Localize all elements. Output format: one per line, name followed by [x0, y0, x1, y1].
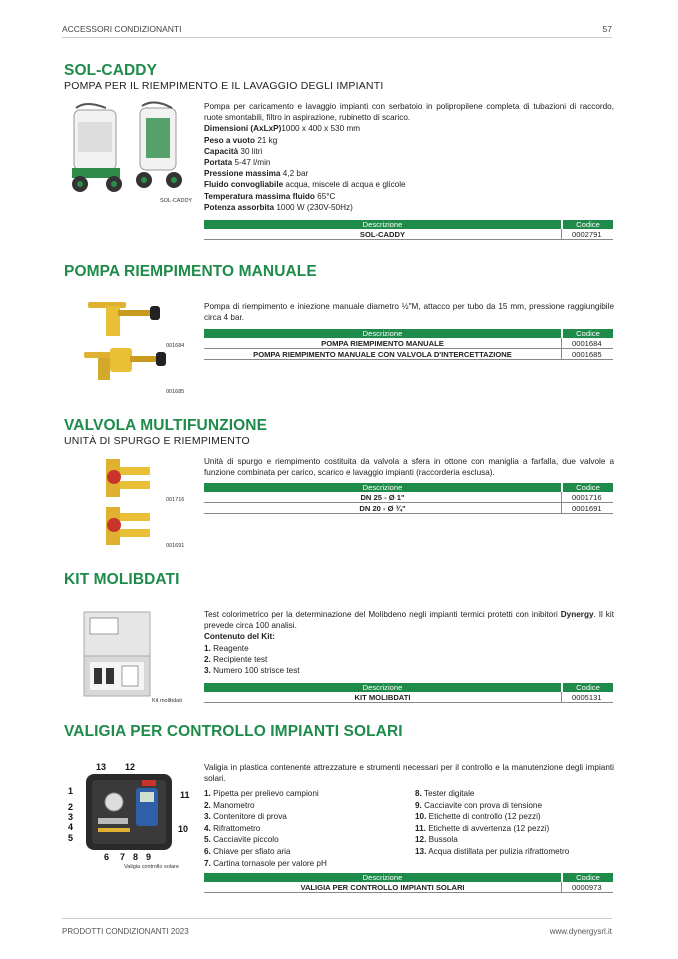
list-item-key: 3. [204, 666, 211, 676]
pompa-image [80, 300, 170, 390]
list-item [204, 823, 404, 835]
code-header: Codice [561, 873, 613, 882]
valigia-image [84, 772, 174, 852]
list-item [204, 846, 404, 858]
list-item-key: 7. [204, 858, 211, 868]
pompa-title: POMPA RIEMPIMENTO MANUALE [64, 263, 317, 280]
label-13: 13 [96, 762, 107, 772]
list-item-value: Numero 100 strisce test [210, 666, 300, 676]
solcaddy-subtitle: POMPA PER IL RIEMPIMENTO E IL LAVAGGIO DEGLI IMPIANTI [64, 80, 384, 92]
valvola-caption-1: 001716 [166, 497, 185, 503]
row-code: 0001716 [561, 492, 613, 502]
row-desc: SOL-CADDY [359, 230, 406, 239]
list-item [204, 834, 404, 846]
kit-description [204, 609, 614, 676]
valigia-items-left [204, 788, 404, 869]
row-desc: DN 25 - Ø 1" [360, 493, 405, 502]
pompa-table [204, 329, 613, 360]
list-item-value: Reagente [210, 643, 249, 653]
solcaddy-table [204, 220, 613, 240]
code-header: Codice [561, 329, 613, 338]
spec-row [204, 135, 614, 146]
list-item-value: Chiave per sfiato aria [210, 846, 291, 856]
solcaddy-intro: Pompa per caricamento e lavaggio impianti con serbatoio in polipropilene completa di tubazioni di raccordo, ruote smontabili, filtro in aspirazione, rubinetto di scarico. [204, 102, 614, 123]
table-header [204, 873, 613, 882]
list-item [204, 643, 614, 654]
list-item-value: Tester digitale [421, 789, 475, 798]
code-header: Codice [561, 483, 613, 492]
kit-intro [204, 609, 614, 631]
list-item [204, 665, 614, 676]
spec-row-value: 4,2 bar [280, 169, 309, 179]
list-item-value: Etichette di avvertenza (12 pezzi) [425, 823, 550, 833]
row-code: 0000973 [561, 882, 613, 892]
code-header: Codice [561, 220, 613, 229]
label-9: 9 [146, 852, 152, 862]
list-item-key: 2. [204, 654, 211, 664]
kit-caption: Kit molibdati [152, 698, 182, 704]
row-desc: POMPA RIEMPIMENTO MANUALE CON VALVOLA D'INTERCETTAZIONE [253, 350, 512, 359]
table-header [204, 683, 613, 692]
list-item [204, 858, 404, 870]
valvola-caption-2: 001691 [166, 543, 185, 549]
pompa-description: Pompa di riempimento e iniezione manuale diametro ½"M, attacco per tubo da 15 mm, pressione raggiungibile circa 4 bar. [204, 302, 614, 323]
kit-intro-a: Test colorimetrico per la determinazione del Molibdeno negli impianti termici protetti con inibitori [204, 610, 561, 619]
spec-row-value: 30 litri [238, 146, 263, 156]
kit-intro-b: . Il kit prevede circa 100 analisi. [204, 610, 614, 631]
list-item-value: Pipetta per prelievo campioni [210, 789, 319, 798]
pompa-caption-1: 001684 [166, 343, 185, 349]
spec-row [204, 179, 614, 190]
valvola-subtitle: UNITÀ DI SPURGO E RIEMPIMENTO [64, 435, 250, 447]
label-4: 4 [68, 822, 74, 832]
list-item-value: Rifrattometro [210, 823, 261, 833]
valigia-items-right [415, 788, 615, 858]
spec-row-key: Temperatura massima fluido [204, 191, 315, 201]
list-item [415, 846, 615, 858]
kit-content-label: Contenuto del Kit: [204, 632, 275, 642]
table-row [204, 492, 613, 503]
spec-row-key: Capacità [204, 146, 239, 156]
spec-row-value: 5-47 l/min [232, 158, 271, 168]
spec-row-value: 65°C [314, 191, 336, 201]
code-header: Codice [561, 683, 613, 692]
valvola-description: Unità di spurgo e riempimento costituita da valvola a sfera in ottone con maniglia a farfalla, due valvole a funzione combinata per carico, scarico e lavaggio impianti (raccorderia esclusa). [204, 457, 614, 478]
list-item [415, 834, 615, 846]
spec-row-key: Pressione massima [204, 169, 281, 179]
spec-row-key: Portata [204, 158, 233, 168]
label-8: 8 [133, 852, 139, 862]
spec-row-key: Potenza assorbita [204, 202, 275, 212]
spec-row-value: 1000 x 400 x 530 mm [281, 124, 361, 134]
desc-header: Descrizione [362, 873, 403, 882]
row-code: 0001691 [561, 503, 613, 513]
spec-row [204, 168, 614, 179]
list-item-key: 3. [204, 812, 211, 822]
solcaddy-caption: SOL-CADDY [160, 198, 193, 204]
header-section-label: ACCESSORI CONDIZIONANTI [62, 24, 182, 34]
row-code: 0002791 [561, 229, 613, 239]
table-header [204, 329, 613, 338]
list-item-key: 8. [415, 789, 422, 798]
row-code: 0001685 [561, 349, 613, 359]
list-item-value: Cacciavite con prova di tensione [421, 800, 542, 810]
list-item-value: Etichette di controllo (12 pezzi) [426, 812, 541, 822]
list-item [204, 800, 404, 812]
desc-header: Descrizione [362, 683, 403, 692]
valigia-description: Valigia in plastica contenente attrezzature e strumenti necessari per il controllo e la manutenzione degli impianti solari. [204, 763, 614, 784]
list-item-key: 5. [204, 835, 211, 845]
label-5: 5 [68, 833, 74, 843]
spec-row [204, 146, 614, 157]
list-item-value: Bussola [426, 835, 458, 845]
table-header [204, 220, 613, 229]
row-desc: VALIGIA PER CONTROLLO IMPIANTI SOLARI [300, 883, 465, 892]
solcaddy-description [204, 101, 614, 213]
kit-table [204, 683, 613, 703]
list-item [415, 811, 615, 823]
list-item-key: 9. [415, 800, 422, 810]
desc-header: Descrizione [362, 483, 403, 492]
spec-row-key: Fluido convogliabile [204, 180, 284, 190]
row-code: 0005131 [561, 692, 613, 702]
spec-row-value: 1000 W (230V-50Hz) [274, 202, 353, 212]
solcaddy-title: SOL-CADDY [64, 62, 158, 79]
page-header [62, 24, 612, 38]
list-item-key: 4. [204, 823, 211, 833]
list-item-key: 6. [204, 846, 211, 856]
valigia-title: VALIGIA PER CONTROLLO IMPIANTI SOLARI [64, 723, 403, 740]
list-item-key: 11. [415, 823, 426, 833]
list-item [204, 811, 404, 823]
list-item-key: 1. [204, 789, 211, 798]
spec-row [204, 123, 614, 134]
label-3: 3 [68, 812, 74, 822]
label-12: 12 [125, 762, 136, 772]
list-item [415, 800, 615, 812]
list-item-value: Recipiente test [210, 654, 268, 664]
desc-header: Descrizione [362, 329, 403, 338]
table-row [204, 882, 613, 893]
list-item [415, 788, 615, 800]
table-row [204, 503, 613, 514]
list-item-key: 1. [204, 643, 211, 653]
list-item-value: Acqua distillata per pulizia rifrattometro [426, 846, 570, 856]
spec-row-key: Peso a vuoto [204, 135, 255, 145]
label-6: 6 [104, 852, 110, 862]
list-item-value: Cacciavite piccolo [210, 835, 279, 845]
footer-catalog-label: PRODOTTI CONDIZIONANTI 2023 [62, 927, 189, 936]
spec-row [204, 157, 614, 168]
spec-row-value: 21 kg [254, 135, 278, 145]
valigia-table [204, 873, 613, 893]
row-desc: DN 20 - Ø ¾" [359, 504, 406, 513]
list-item-key: 12. [415, 835, 427, 845]
list-item-value: Cartina tornasole per valore pH [210, 858, 327, 868]
table-row [204, 692, 613, 703]
desc-header: Descrizione [362, 220, 403, 229]
table-row [204, 229, 613, 240]
label-1: 1 [68, 786, 74, 796]
list-item-value: Contenitore di prova [210, 812, 287, 822]
label-10: 10 [178, 824, 189, 834]
label-11: 11 [180, 790, 190, 800]
table-header [204, 483, 613, 492]
solcaddy-image [62, 100, 192, 200]
row-desc: KIT MOLIBDATI [354, 693, 411, 702]
spec-row [204, 191, 614, 202]
page-footer [62, 918, 612, 936]
table-row [204, 338, 613, 349]
footer-website: www.dynergysrl.it [549, 927, 612, 936]
label-2: 2 [68, 802, 74, 812]
solcaddy-specs [204, 123, 614, 213]
list-item-key: 2. [204, 800, 211, 810]
list-item [204, 788, 404, 800]
kit-brand: Dynergy [560, 610, 594, 619]
valvola-image [100, 455, 160, 545]
valvola-table [204, 483, 613, 514]
valvola-title: VALVOLA MULTIFUNZIONE [64, 417, 268, 434]
kit-items [204, 643, 614, 677]
spec-row-key: Dimensioni (AxLxP) [204, 124, 282, 134]
kit-title: KIT MOLIBDATI [64, 571, 180, 588]
list-item-key: 13. [415, 846, 427, 856]
page-number: 57 [602, 24, 612, 34]
pompa-caption-2: 001685 [166, 389, 185, 395]
label-7: 7 [120, 852, 126, 862]
list-item [204, 654, 614, 665]
valigia-caption: Valigia controllo solare [124, 864, 179, 870]
spec-row [204, 202, 614, 213]
list-item-value: Manometro [210, 800, 255, 810]
row-code: 0001684 [561, 338, 613, 348]
row-desc: POMPA RIEMPIMENTO MANUALE [321, 339, 444, 348]
table-row [204, 349, 613, 360]
list-item-key: 10. [415, 812, 427, 822]
spec-row-value: acqua, miscele di acqua e glicole [283, 180, 406, 190]
list-item [415, 823, 615, 835]
kit-image [82, 610, 152, 698]
